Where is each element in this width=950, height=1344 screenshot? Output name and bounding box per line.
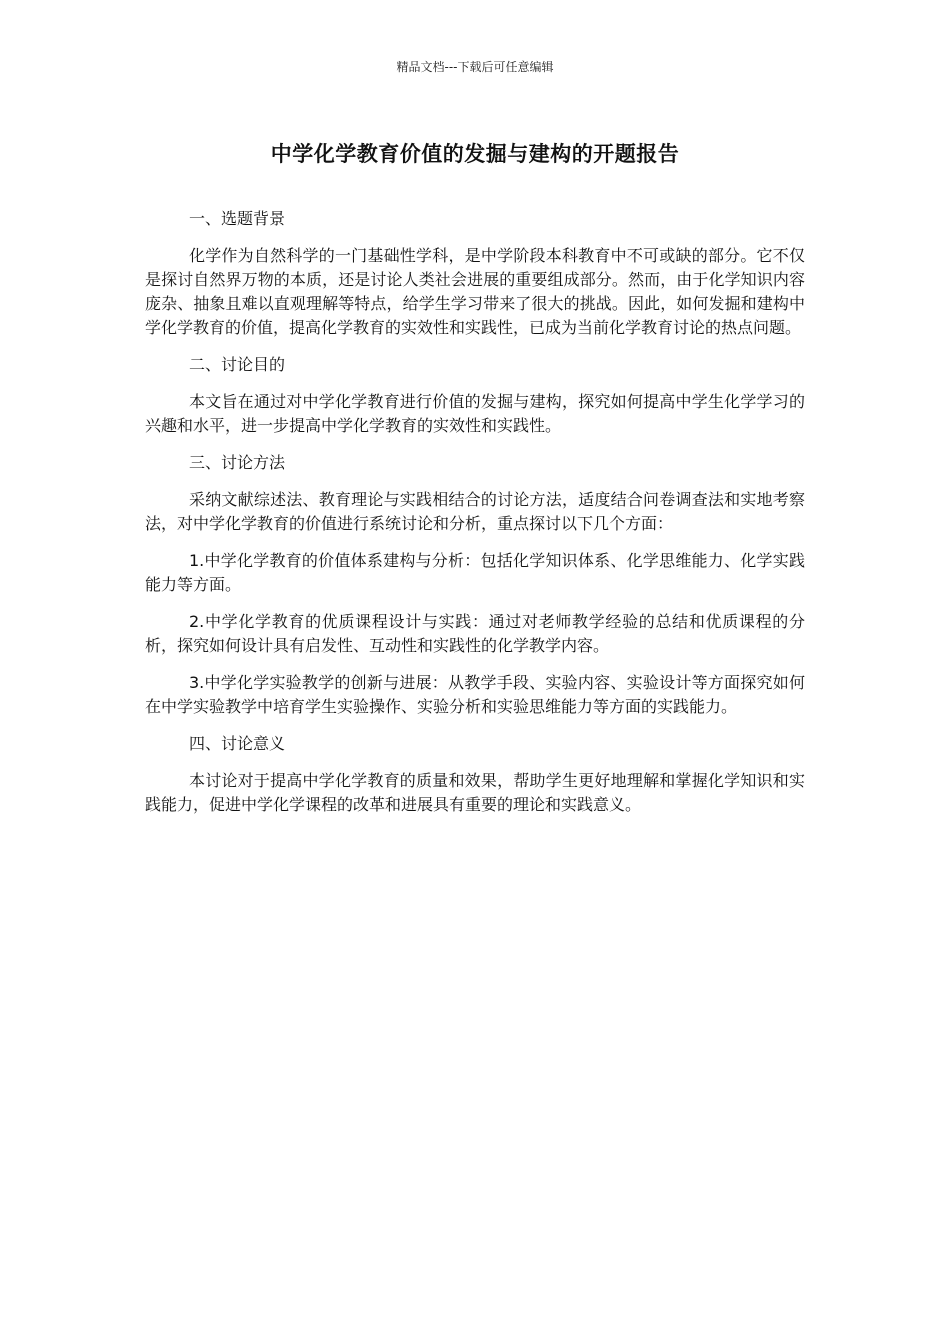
section-heading: 一、选题背景 xyxy=(189,209,286,228)
header-note: 精品文档---下载后可任意编辑 xyxy=(396,60,554,74)
section-background xyxy=(145,207,805,340)
section-heading: 二、讨论目的 xyxy=(189,355,286,374)
list-item: 3.中学化学实验教学的创新与进展：从教学手段、实验内容、实验设计等方面探究如何在中学实验教学中培育学生实验操作、实验分析和实验思维能力等方面的实践能力。 xyxy=(145,673,805,716)
section-method xyxy=(145,451,805,719)
section-heading: 三、讨论方法 xyxy=(189,453,286,472)
section-heading: 四、讨论意义 xyxy=(189,734,286,753)
section-significance xyxy=(145,732,805,817)
paragraph: 化学作为自然科学的一门基础性学科，是中学阶段本科教育中不可或缺的部分。它不仅是探讨自然界万物的本质，还是讨论人类社会进展的重要组成部分。然而，由于化学知识内容庞杂、抽象且难以直观理解等特点，给学生学习带来了很大的挑战。因此，如何发掘和建构中学化学教育的价值，提高化学教育的实效性和实践性，已成为当前化学教育讨论的热点问题。 xyxy=(145,246,805,337)
paragraph: 本讨论对于提高中学化学教育的质量和效果，帮助学生更好地理解和掌握化学知识和实践能力，促进中学化学课程的改革和进展具有重要的理论和实践意义。 xyxy=(145,771,805,814)
document-body xyxy=(145,207,805,830)
list-item: 2.中学化学教育的优质课程设计与实践：通过对老师教学经验的总结和优质课程的分析，探究如何设计具有启发性、互动性和实践性的化学教学内容。 xyxy=(145,612,805,655)
paragraph: 采纳文献综述法、教育理论与实践相结合的讨论方法，适度结合问卷调查法和实地考察法，对中学化学教育的价值进行系统讨论和分析，重点探讨以下几个方面： xyxy=(145,490,805,533)
list-item: 1.中学化学教育的价值体系建构与分析：包括化学知识体系、化学思维能力、化学实践能力等方面。 xyxy=(145,551,805,594)
document-title: 中学化学教育价值的发掘与建构的开题报告 xyxy=(270,142,680,166)
section-purpose xyxy=(145,353,805,438)
paragraph: 本文旨在通过对中学化学教育进行价值的发掘与建构，探究如何提高中学生化学学习的兴趣和水平，进一步提高中学化学教育的实效性和实践性。 xyxy=(145,392,805,435)
